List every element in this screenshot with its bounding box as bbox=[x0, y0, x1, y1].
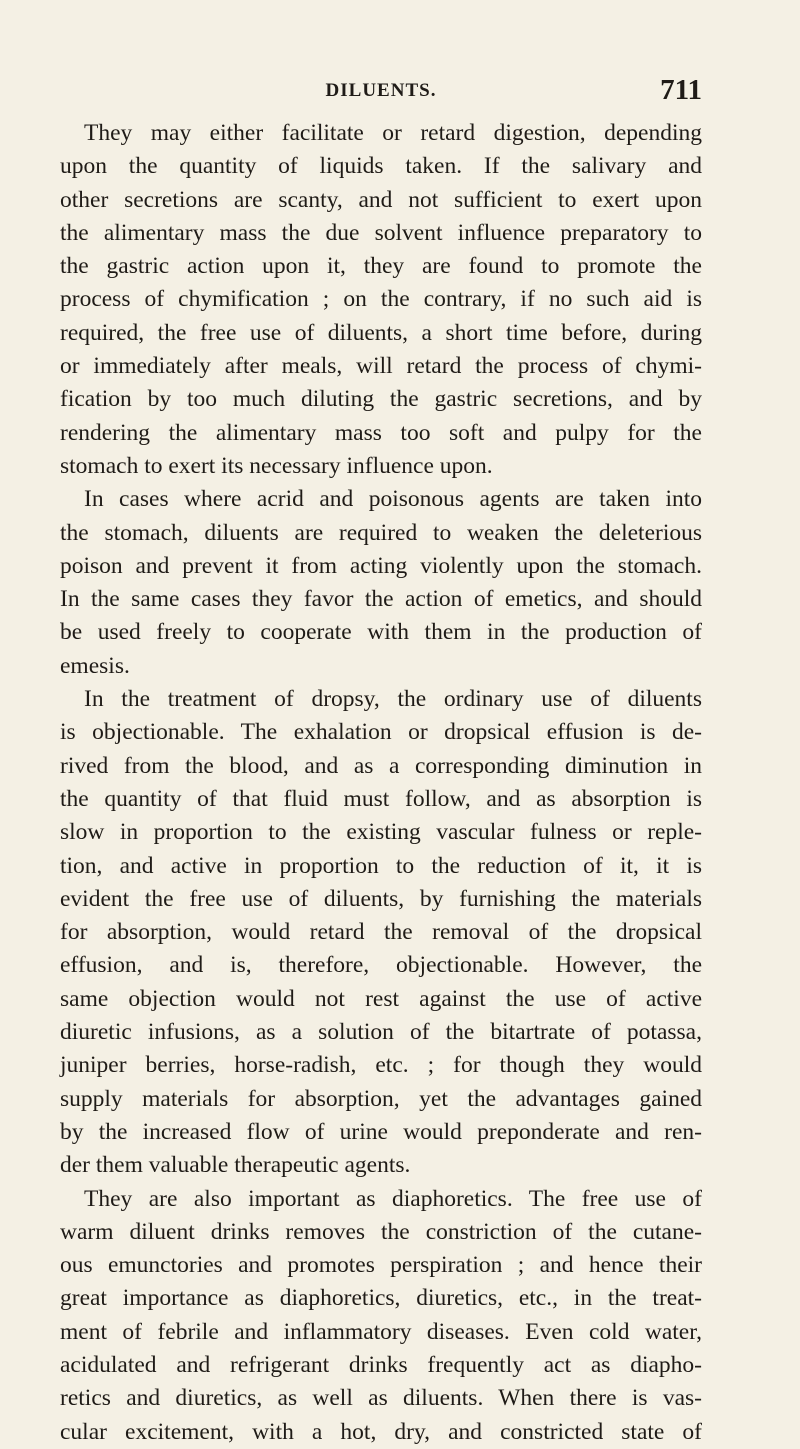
text-line: by the increased flow of urine would preponderate and ren- bbox=[60, 1118, 702, 1145]
text-line: the stomach, diluents are required to weaken the deleterious bbox=[60, 519, 702, 546]
text-line: ment of febrile and inflammatory diseases. Even cold water, bbox=[60, 1318, 702, 1345]
text-line: tion, and active in proportion to the reduction of it, it is bbox=[60, 852, 702, 879]
text-line: for absorption, would retard the removal of the dropsical bbox=[60, 919, 702, 946]
text-line: required, the free use of diluents, a short time before, during bbox=[60, 319, 702, 346]
text-line: cular excitement, with a hot, dry, and constricted state of bbox=[60, 1418, 702, 1445]
text-line: be used freely to cooperate with them in the production of bbox=[60, 619, 702, 646]
text-line: is objectionable. The exhalation or dropsical effusion is de- bbox=[60, 719, 702, 746]
text-line: evident the free use of diluents, by furnishing the materials bbox=[60, 885, 702, 912]
text-line: poison and prevent it from acting violently upon the stomach. bbox=[60, 552, 702, 579]
text-line: warm diluent drinks removes the constriction of the cutane- bbox=[60, 1218, 702, 1245]
text-line: the quantity of that fluid must follow, and as absorption is bbox=[60, 785, 702, 812]
page-header bbox=[60, 74, 702, 112]
text-line: In the treatment of dropsy, the ordinary use of diluents bbox=[84, 686, 702, 713]
text-line: juniper berries, horse-radish, etc. ; for though they would bbox=[60, 1052, 702, 1079]
text-line: retics and diuretics, as well as diluents. When there is vas- bbox=[60, 1385, 702, 1412]
body-text bbox=[60, 117, 702, 1449]
text-line: They are also important as diaphoretics. The free use of bbox=[84, 1185, 702, 1212]
text-line: diuretic infusions, as a solution of the bitartrate of potassa, bbox=[60, 1019, 702, 1046]
text-line: acidulated and refrigerant drinks frequently act as diapho- bbox=[60, 1351, 702, 1378]
text-line: or immediately after meals, will retard the process of chymi- bbox=[60, 353, 702, 380]
running-title: DILUENTS. bbox=[325, 80, 437, 101]
text-line: fication by too much diluting the gastric secretions, and by bbox=[60, 386, 702, 413]
text-line: supply materials for absorption, yet the advantages gained bbox=[60, 1085, 702, 1112]
text-line: great importance as diaphoretics, diuretics, etc., in the treat- bbox=[60, 1285, 702, 1312]
text-line: stomach to exert its necessary influence upon. bbox=[60, 452, 493, 479]
text-line: the alimentary mass the due solvent influence preparatory to bbox=[60, 219, 702, 246]
page-number: 711 bbox=[660, 74, 702, 106]
text-line: the gastric action upon it, they are found to promote the bbox=[60, 253, 702, 280]
text-line: In the same cases they favor the action of emetics, and should bbox=[60, 586, 702, 613]
text-line: rived from the blood, and as a corresponding diminution in bbox=[60, 752, 702, 779]
text-line: slow in proportion to the existing vascular fulness or reple- bbox=[60, 819, 702, 846]
text-line: same objection would not rest against the use of active bbox=[60, 985, 702, 1012]
text-line: They may either facilitate or retard digestion, depending bbox=[84, 120, 702, 146]
text-line: der them valuable therapeutic agents. bbox=[60, 1152, 411, 1179]
text-line: ous emunctories and promotes perspiration ; and hence their bbox=[60, 1252, 702, 1279]
text-line: In cases where acrid and poisonous agents are taken into bbox=[84, 486, 702, 513]
text-line: upon the quantity of liquids taken. If the salivary and bbox=[60, 153, 702, 180]
text-line: emesis. bbox=[60, 652, 130, 679]
text-line: process of chymification ; on the contrary, if no such aid is bbox=[60, 286, 702, 313]
text-line: other secretions are scanty, and not sufficient to exert upon bbox=[60, 186, 702, 213]
text-line: effusion, and is, therefore, objectionable. However, the bbox=[60, 952, 702, 979]
text-line: rendering the alimentary mass too soft and pulpy for the bbox=[60, 419, 702, 446]
